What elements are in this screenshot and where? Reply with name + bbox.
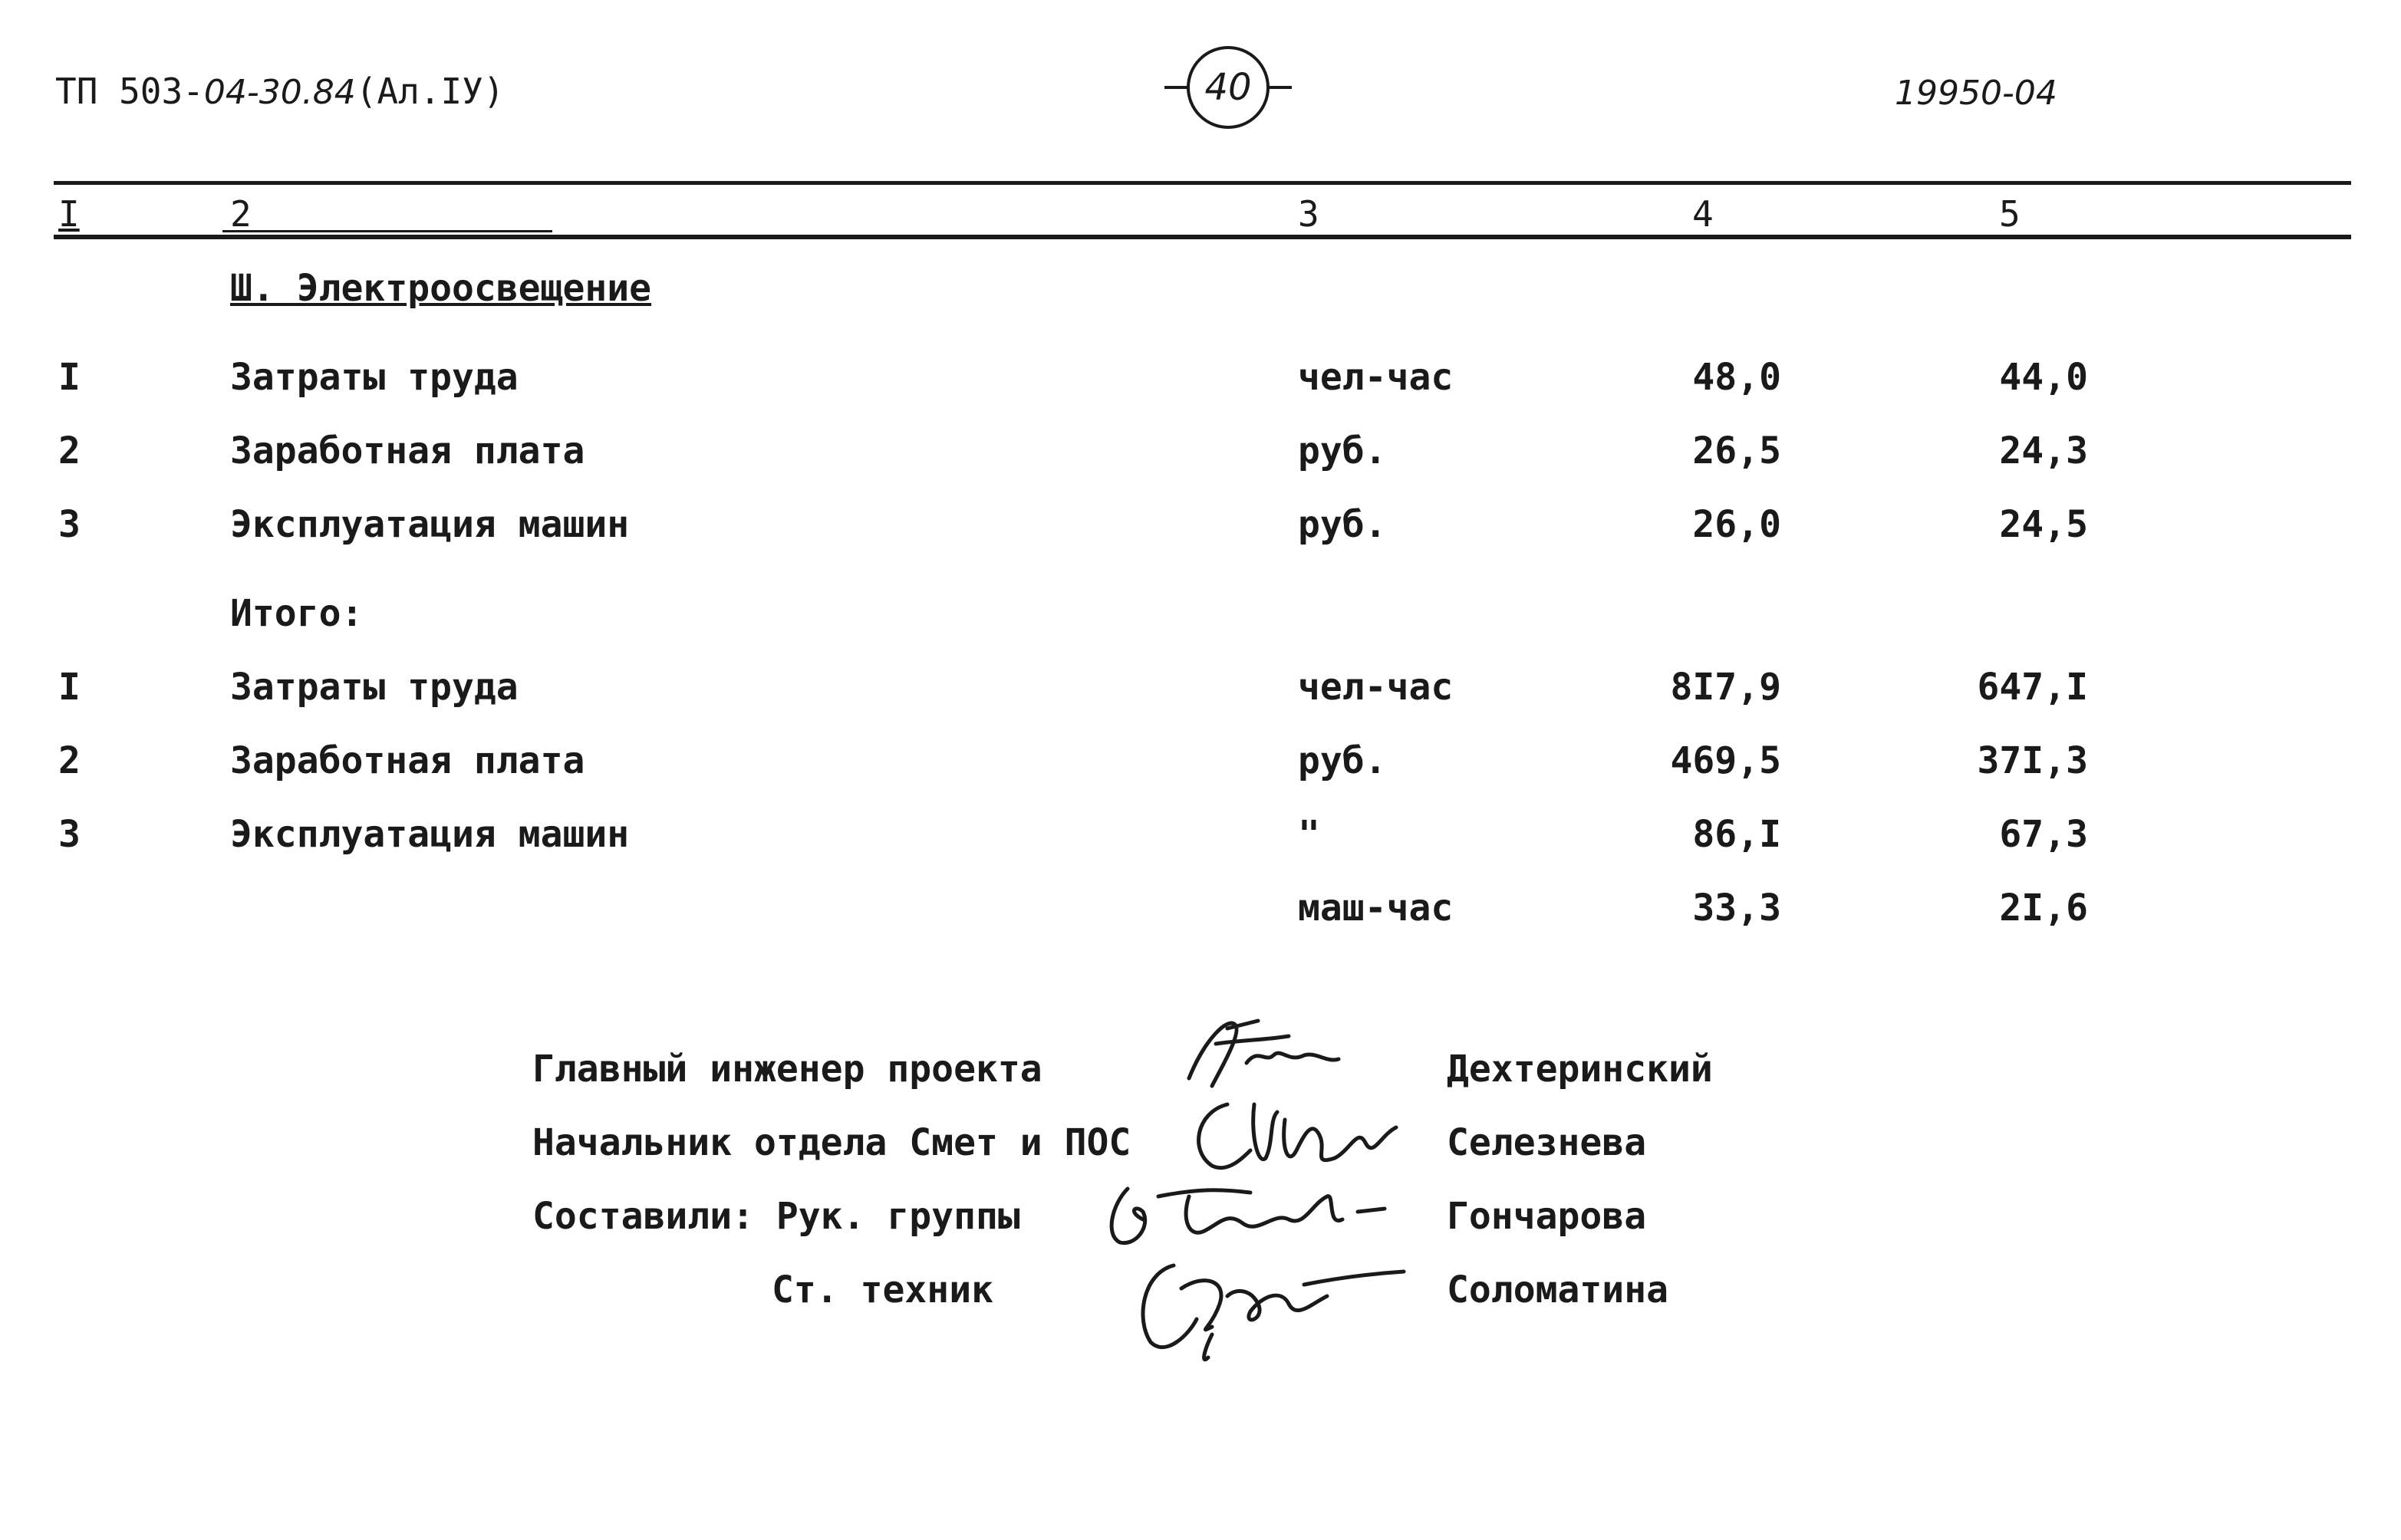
handwritten-signature-4 xyxy=(1128,1242,1419,1373)
row-col5: 647,I xyxy=(1977,666,2088,709)
doc-code-suffix: (Ал.IУ) xyxy=(355,71,505,112)
page-number-right-dash xyxy=(1267,86,1292,89)
row-unit: руб. xyxy=(1298,739,1387,782)
row-unit: руб. xyxy=(1298,429,1387,472)
row-number: I xyxy=(58,666,81,709)
row-name: Затраты труда xyxy=(230,356,519,399)
signature-role: Ст. техник xyxy=(772,1269,993,1311)
col2-underline-mark xyxy=(222,230,552,232)
row-number: 2 xyxy=(58,429,81,472)
row-col4: 33,3 xyxy=(1692,887,1781,930)
signature-name: Соломатина xyxy=(1447,1269,1668,1311)
signature-name: Селезнева xyxy=(1447,1121,1647,1164)
total-label: Итого: xyxy=(230,592,364,635)
table-top-rule xyxy=(54,181,2351,185)
archive-number: 19950-04 xyxy=(1895,74,2057,113)
page-number: 40 xyxy=(1187,46,1270,129)
row-number: I xyxy=(58,356,81,399)
signature-name: Гончарова xyxy=(1447,1195,1647,1238)
row-unit: маш-час xyxy=(1298,887,1454,930)
row-col5: 67,3 xyxy=(1999,813,2088,856)
column-header-2: 2 xyxy=(230,193,252,235)
row-name: Эксплуатация машин xyxy=(230,503,630,546)
row-col4: 26,5 xyxy=(1692,429,1781,472)
row-number: 2 xyxy=(58,739,81,782)
row-name: Эксплуатация машин xyxy=(230,813,630,856)
handwritten-signature-1 xyxy=(1174,1009,1365,1101)
row-number: 3 xyxy=(58,503,81,546)
signature-role: Составили: Рук. группы xyxy=(532,1195,1020,1238)
page-number-left-dash xyxy=(1164,86,1189,89)
section-title: Ш. Электроосвещение xyxy=(230,267,652,310)
signature-role: Главный инженер проекта xyxy=(532,1048,1042,1091)
row-number: 3 xyxy=(58,813,81,856)
row-col4: 86,I xyxy=(1692,813,1781,856)
row-col5: 24,3 xyxy=(1999,429,2088,472)
row-name: Заработная плата xyxy=(230,739,585,782)
row-col5: 37I,3 xyxy=(1977,739,2088,782)
doc-code-prefix: ТП 503- xyxy=(55,71,204,112)
doc-code xyxy=(55,71,505,112)
row-col5: 24,5 xyxy=(1999,503,2088,546)
signature-role: Начальник отдела Смет и ПОС xyxy=(532,1121,1131,1164)
column-header-5: 5 xyxy=(1999,193,2021,235)
row-col4: 8I7,9 xyxy=(1670,666,1781,709)
column-header-1: I xyxy=(58,193,80,235)
row-unit: руб. xyxy=(1298,503,1387,546)
row-col5: 44,0 xyxy=(1999,356,2088,399)
row-col4: 48,0 xyxy=(1692,356,1781,399)
signature-name: Дехтеринский xyxy=(1447,1048,1713,1091)
column-header-4: 4 xyxy=(1692,193,1714,235)
row-col4: 469,5 xyxy=(1670,739,1781,782)
column-header-3: 3 xyxy=(1298,193,1319,235)
row-col4: 26,0 xyxy=(1692,503,1781,546)
doc-code-handwritten: 04-30.84 xyxy=(203,73,356,112)
table-header-rule xyxy=(54,235,2351,239)
row-unit: " xyxy=(1298,813,1320,856)
row-name: Заработная плата xyxy=(230,429,585,472)
row-col5: 2I,6 xyxy=(1999,887,2088,930)
row-name: Затраты труда xyxy=(230,666,519,709)
row-unit: чел-час xyxy=(1298,666,1454,709)
row-unit: чел-час xyxy=(1298,356,1454,399)
